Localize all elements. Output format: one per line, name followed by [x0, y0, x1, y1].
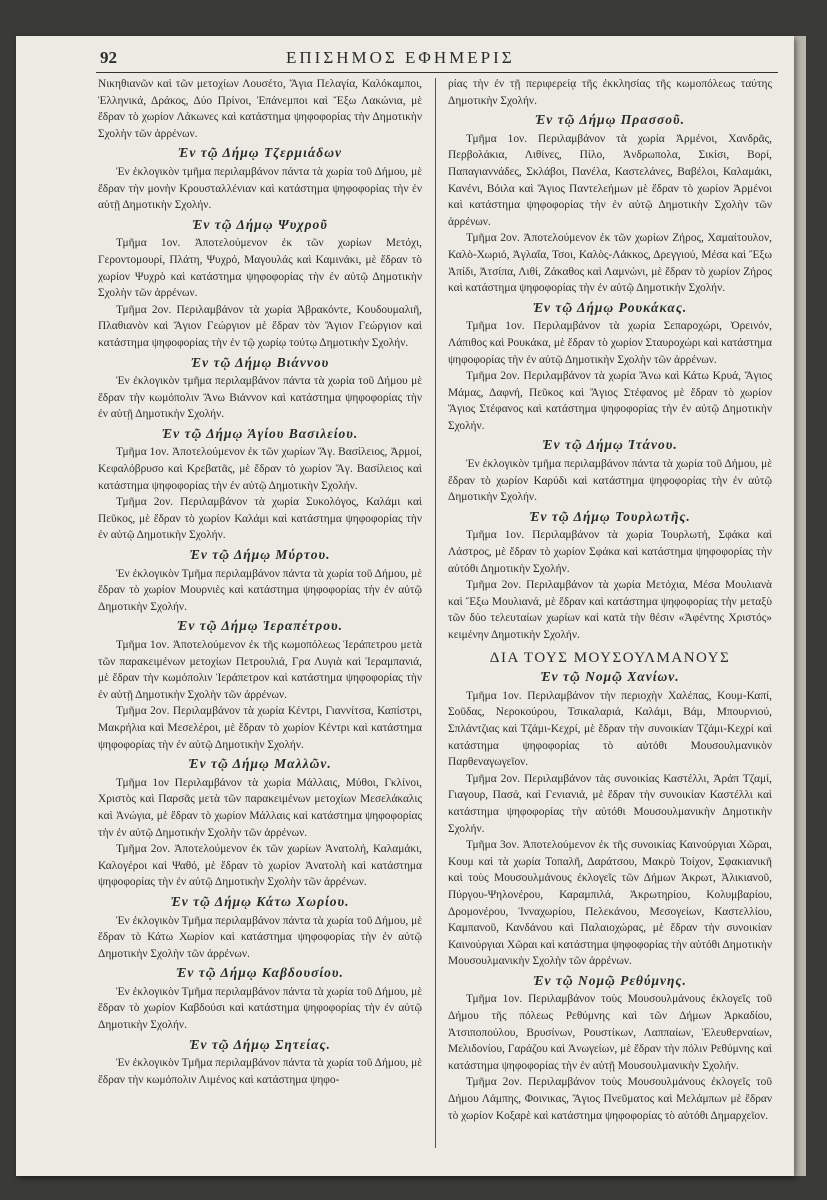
page-edge	[794, 36, 806, 1176]
paragraph: Τμῆμα 2ον. Ἀποτελούμενον ἐκ τῶν χωρίων Ἀνατολή, Καλαμάκι, Καλογέροι καὶ Ψαθό, μὲ ἕδραν τὸ χωρίον Ἀνατολὴ καὶ κατάστημα ψηφοφορίας τὴν ἐν αὐτῷ Δημοτικὴν Σχολὴν τῶν ἀρρένων.	[98, 843, 422, 889]
header-rule	[96, 72, 778, 73]
district-heading: Ἐν τῷ Δήμῳ Πρασσοῦ.	[534, 112, 686, 128]
continued-paragraph: ρίας τὴν ἐν τῇ περιφερείᾳ τῆς ἐκκλησίας τῆς κωμοπόλεως ταύτης Δημοτικὴν Σχολήν.	[448, 78, 772, 107]
paragraph: Τμῆμα 1ον. Περιλαμβάνον τὰ χωρία Σεπαροχώρι, Ὀρεινόν, Λάπιθος καὶ Ρουκάκα, μὲ ἕδραν τὸ χωρίον Σταυροχώρι καὶ κατάστημα ψηφοφορίας τὴν ἐν αὐτῷ Δημοτικὴν Σχολὴν τῶν ἀρρένων.	[448, 320, 772, 366]
paragraph: Ἐν ἐκλογικὸν Τμῆμα περιλαμβάνον πάντα τὰ χωρία τοῦ Δήμου, μὲ ἕδραν τὸ χωρίον Μουρνιὲς καὶ κατάστημα ψηφοφορίας τὴν ἐν αὐτῷ Δημοτικὴν Σχολήν.	[98, 567, 422, 613]
district-heading: Ἐν τῷ Δήμῳ Ρουκάκας.	[532, 299, 688, 315]
paragraph: Τμῆμα 2ον. Περιλαμβάνον τὰς συνοικίας Καστέλλι, Ἀράπ Τζαμί, Γιαγουρ, Πασά, καὶ Γενιανιά, μὲ ἕδραν τὴν συνοικίαν Καστέλλι καὶ κατάστημα ψηφοφορίας τὴν αὐτόθι Μουσουλμανικὴν Δημοτικὴν Σχολήν.	[448, 772, 772, 835]
paragraph: Τμῆμα 2ον. Περιλαμβάνον τὰ χωρία Μετόχια, Μέσα Μουλιανὰ καὶ Ἔξω Μουλιανά, μὲ ἕδραν καὶ κατάστημα ψηφοφορίας τὴν μεταξὺ τῶν δύο τελευταίων χωρίων καὶ κατὰ τὴν θέσιν «Ἀφέντης Χριστός» κειμένην Δημοτικὴν Σχολήν.	[448, 579, 772, 641]
left-column	[98, 76, 422, 1088]
district-heading: Ἐν τῷ Νομῷ Ρεθύμνης.	[533, 972, 687, 988]
district-heading: Ἐν τῷ Δήμῳ Ἁγίου Βασιλείου.	[161, 425, 359, 441]
paragraph: Τμῆμα 1ον. Περιλαμβάνον τὴν περιοχὴν Χαλέπας, Κουμ-Καπί, Σοῦδας, Νεροκούρου, Τσικαλαριά, Καλάμι, Βάμ, Μπουρνιού, Σπλάντζιας καὶ Τζάμι-Κεχρί, μὲ ἕδραν τὴν συνοικίαν Τζάμι-Κεχρί καὶ κατάστημα ψηφοφορίας τὸ αὐτόθι Μουσουλμανικὸν Παρθεναγωγεῖον.	[448, 689, 772, 769]
paragraph: Ἐν ἐκλογικὸν Τμῆμα περιλαμβάνον πάντα τὰ χωρία τοῦ Δήμου, μὲ ἕδραν τὸ Κάτω Χωρίον καὶ κατάστημα ψηφοφορίας τὴν ἐν αὐτῷ Δημοτικὴν Σχολὴν τῶν ἀρρένων.	[98, 914, 422, 960]
paragraph: Τμῆμα 1ον. Ἀποτελούμενον ἐκ τῶν χωρίων Μετόχι, Γεροντομουρί, Πλάτη, Ψυχρό, Μαγουλάς καὶ Καμινάκι, μὲ ἕδραν τὸ χωρίον Ψυχρὸ καὶ κατάστημα ψηφοφορίας τὴν ἐν αὐτῷ Δημοτικὴν Σχολὴν τῶν ἀρρένων.	[98, 237, 422, 300]
paragraph: Τμῆμα 2ον. Περιλαμβάνον τὰ χωρία Ἄνω καὶ Κάτω Κρυά, Ἅγιος Μάμας, Δαφνή, Πεῦκος καὶ Ἅγιος Στέφανος μὲ ἕδραν τὸ χωρίον Ἅγιος Στέφανος καὶ κατάστημα ψηφοφορίας τὴν ἐν αὐτῷ Δημοτικὴν Σχολήν.	[448, 370, 772, 432]
newspaper-page	[16, 36, 794, 1176]
paragraph: Ἐν ἐκλογικὸν τμῆμα περιλαμβάνον πάντα τὰ χωρία τοῦ Δήμου, μὲ ἕδραν τὴν μονὴν Κρουσταλλένιαν καὶ κατάστημα ψηφοφορίας τὴν ἐν αὐτῇ Δημοτικὴν Σχολήν.	[98, 165, 422, 212]
paragraph: Τμῆμα 1ον. Περιλαμβάνον τὰ χωρία Τουρλωτή, Σφάκα καὶ Λάστρος, μὲ ἕδραν τὸ χωρίον Σφάκα καὶ κατάστημα ψηφοφορίας τὴν αὐτόθι Δημοτικὴν Σχολήν.	[448, 529, 772, 575]
district-heading: Ἐν τῷ Δήμῳ Ψυχροῦ	[192, 216, 328, 232]
section-heading: ΔΙΑ ΤΟΥΣ ΜΟΥΣΟΥΛΜΑΝΟΥΣ	[489, 649, 731, 666]
district-heading: Ἐν τῷ Δήμῳ Τζερμιάδων	[178, 145, 342, 161]
district-heading: Ἐν τῷ Δήμῳ Καβδουσίου.	[176, 965, 344, 981]
paragraph: Ἐν ἐκλογικὸν τμῆμα περιλαμβάνον πάντα τὰ χωρία τοῦ Δήμου μὲ ἕδραν τὴν κωμόπολιν Ἄνω Βιάννον καὶ κατάστημα ψηφοφορίας τὴν ἐν αὐτῇ Δημοτικὴν Σχολήν.	[98, 375, 422, 421]
paragraph: Τμῆμα 2ον. Περιλαμβάνον τοὺς Μουσουλμάνους ἐκλογεῖς τοῦ Δήμου Λάμπης, Φοινικας, Ἅγιος Πνεῦματος καὶ Μελάμπων μὲ ἕδραν τὸ χωρίον Κοξαρὲ καὶ κατάστημα ψηφοφορίας τὸ αὐτόθι Δημαρχεῖον.	[448, 1076, 772, 1122]
district-heading: Ἐν τῷ Δήμῳ Μαλλῶν.	[188, 756, 332, 772]
district-heading: Ἐν τῷ Δήμῳ Κάτω Χωρίου.	[170, 893, 350, 909]
paragraph: Τμῆμα 1ον. Ἀποτελούμενον ἐκ τῆς κωμοπόλεως Ἱεράπετρου μετὰ τῶν παρακειμένων μετοχίων Πετρουλιά, Γρα Λυγιὰ καὶ Ἱεραμπανιά, μὲ ἕδραν τὴν κωμόπολιν Ἱεράπετρον καὶ κατάστημα ψηφοφορίας τὴν ἐν αὐτῇ Δημοτικὴν Σχολὴν τῶν ἀρρένων.	[98, 639, 422, 701]
district-heading: Ἐν τῷ Νομῷ Χανίων.	[540, 669, 680, 685]
paragraph: Ἐν ἐκλογικὸν Τμῆμα περιλαμβάνον πάντα τὰ χωρία τοῦ Δήμου, μὲ ἕδραν τὴν κωμόπολιν Λιμένος καὶ κατάστημα ψηφο-	[98, 1057, 422, 1086]
paragraph: Τμῆμα 2ον. Περιλαμβάνον τὰ χωρία Ἀβρακόντε, Κουδουμαλιῆ, Πλαθιανὸν καὶ Ἅγιον Γεώργιον μὲ ἕδραν τὸν Ἅγιον Γεώργιον καὶ κατάστημα ψηφοφορίας τὴν ἐν τῷ χωρίῳ τούτῳ Δημοτικὴν Σχολήν.	[98, 303, 422, 349]
district-heading: Ἐν τῷ Δήμῳ Τουρλωτῆς.	[529, 508, 691, 524]
paragraph: Τμῆμα 3ον. Ἀποτελούμενον ἐκ τῆς συνοικίας Καινούργιαι Χῶραι, Κουμ καὶ τὰ χωρία Τοπαλῆ, Δαράτσου, Μακρὺ Τοίχον, Σφακιανικῆ καὶ τοὺς Μουσουλμάνους ἐκλογεῖς τῶν Δήμων Ἀκρωτ, Ἀλικιανοῦ, Πύργου-Ψηλονέρου, Καραμπιλά, Ἀκρωτηρίου, Κολυμβαρίου, Δρομονέρου, Ἰνναχωρίου, Πελεκάνου, Μεσογείων, Καστελλίου, Καμπανοῦ, Κανδάνου καὶ Παλαιοχώρας, μὲ ἕδραν τὴν συνοικίαν Καινούργιαι Χῶραι καὶ κατάστημα ψηφοφορίας τὴν αὐτόθι Δημοτικὴν Μουσουλμανικὴν Σχολὴν τῶν ἀρρένων.	[448, 839, 772, 968]
running-title: ΕΠΙΣΗΜΟΣ ΕΦΗΜΕΡΙΣ	[286, 48, 515, 67]
paragraph: Τμῆμα 2ον. Περιλαμβάνον τὰ χωρία Συκολόγος, Καλάμι καὶ Πεῦκος, μὲ ἕδραν τὸ χωρίον Καλάμι καὶ κατάστημα ψηφοφορίας τὴν ἐν αὐτῷ Δημοτικὴν Σχολήν.	[98, 496, 422, 542]
page-number: 92	[100, 48, 117, 67]
district-heading: Ἐν τῷ Δήμῳ Βιάννου	[190, 354, 330, 370]
district-heading: Ἐν τῷ Δήμῳ Σητείας.	[189, 1036, 331, 1052]
paragraph: Τμῆμα 1ον. Ἀποτελούμενον ἐκ τῶν χωρίων Ἅγ. Βασίλειος, Ἀρμοί, Κεφαλόβρυσο καὶ Κρεβατᾶς, μὲ ἕδραν τὸ χωρίον Ἅγ. Βασίλειος καὶ κατάστημα ψηφοφορίας τὴν ἐν αὐτῷ Δημοτικὴν Σχολήν.	[98, 446, 422, 492]
district-heading: Ἐν τῷ Δήμῳ Ἱεραπέτρου.	[177, 618, 343, 634]
column-divider	[435, 78, 436, 1148]
right-column	[448, 76, 772, 1124]
district-heading: Ἐν τῷ Δήμῳ Μύρτου.	[189, 547, 331, 563]
paragraph: Τμῆμα 2ον. Ἀποτελούμενον ἐκ τῶν χωρίων Ζήρος, Χαμαίτουλον, Καλὸ-Χωριό, Ἀγλαΐα, Τσοι, Καλὸς-Λάκκος, Δρεγγιού, Μέσα καὶ Ἔξω Ἀπίδι, Ἀτσίπα, Λιθί, Ζάκαθος καὶ Λαμνώνι, μὲ ἕδραν τὸ χωρίον Ζήρος καὶ κατάστημα ψηφοφορίας τὴν ἐν αὐτῷ Δημοτικὴν Σχολήν.	[448, 232, 772, 295]
paragraph: Τμῆμα 2ον. Περιλαμβάνον τὰ χωρία Κέντρι, Γιαννίτσα, Καπίστρι, Μακρήλια καὶ Μεσελέροι, μὲ ἕδραν τὸ χωρίον Κέντρι καὶ κατάστημα ψηφοφορίας τὴν ἐν αὐτῷ Δημοτικὴν Σχολήν.	[98, 705, 422, 751]
page-header	[96, 46, 776, 72]
paragraph: Ἐν ἐκλογικὸν Τμῆμα περιλαμβάνον πάντα τὰ χωρία τοῦ Δήμου, μὲ ἕδραν τὸ χωρίον Καβδούσι καὶ κατάστημα ψηφοφορίας τὴν ἐν αὐτῷ Δημοτικὴν Σχολήν.	[98, 985, 422, 1032]
district-heading: Ἐν τῷ Δήμῳ Ἰτάνου.	[542, 437, 678, 453]
paragraph: Ἐν ἐκλογικὸν τμῆμα περιλαμβάνον πάντα τὰ χωρία τοῦ Δήμου, μὲ ἕδραν τὸ χωρίον Καρύδι καὶ κατάστημα ψηφοφορίας τὴν ἐν αὐτῷ Δημοτικὴν Σχολήν.	[448, 458, 772, 504]
paragraph: Τμῆμα 1ον Περιλαμβάνον τὰ χωρία Μάλλαις, Μύθοι, Γκλίνοι, Χριστὸς καὶ Παρσᾶς μετὰ τῶν παρακειμένων μετοχίων Μεσελάκαλις καὶ Ἀνώγια, μὲ ἕδραν τὸ χωρίον Μάλλαις καὶ κατάστημα ψηφοφορίας τὴν ἐν αὐτῷ Δημοτικὴν Σχολὴν τῶν ἀρρένων.	[98, 776, 422, 839]
paragraph: Τμῆμα 1ον. Περιλαμβάνον τοὺς Μουσουλμάνους ἐκλογεῖς τοῦ Δήμου τῆς πόλεως Ρεθύμνης καὶ τῶν Δήμων Ἀρκαδίου, Ἀτσιποπούλου, Βρυσίνων, Ρουστίκων, Λαππαίων, Ἐλευθερναίων, Μελιδονίου, Γαράζου καὶ Ἀνωγείων, μὲ ἕδραν τὴν πόλιν Ρεθύμνης καὶ κατάστημα ψηφοφορίας τὴν ἐν αὐτῇ Μουσουλμανικὴν Σχολήν.	[448, 993, 772, 1072]
continued-paragraph: Νικηθιανῶν καὶ τῶν μετοχίων Λουσέτο, Ἅγια Πελαγία, Καλόκαμποι, Ἑλληνικά, Δράκος, Δύο Πρίνοι, Ἐπάνεμποι καὶ Ἔξω Λακώνια, μὲ ἕδραν τὸ χωρίον Λάκωνες καὶ κατάστημα ψηφοφορίας τὴν Δημοτικὴν Σχολὴν τῶν ἀρρένων.	[98, 78, 422, 140]
paragraph: Τμῆμα 1ον. Περιλαμβάνον τὰ χωρία Ἀρμένοι, Χανδρᾶς, Περβολάκια, Λιθίνες, Πίλο, Ἀνδρωπολα, Σικίσι, Βορί, Παπαγιαννάδες, Σκλάβοι, Πανέλα, Καστελάνες, Βαβέλοι, Καλαμάκι, Κανένι, Βόιλα καὶ Ἅγιος Παντελεήμων μὲ ἕδραν τὸ χωρίον Ἀρμένοι καὶ κατάστημα ψηφοφορίας τὴν ἐν αὐτῷ Δημοτικὴν Σχολὴν τῶν ἀρρένων.	[448, 132, 772, 228]
